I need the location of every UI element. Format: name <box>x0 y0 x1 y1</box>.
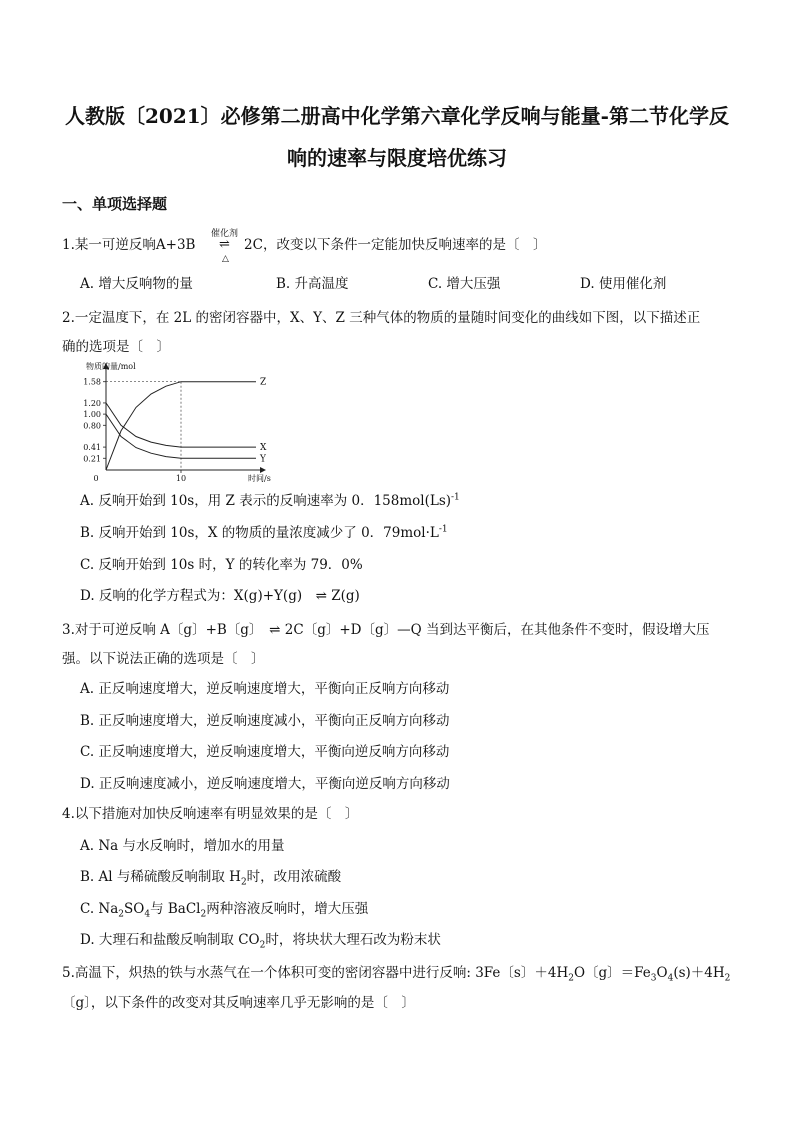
x-tick-label: 0 <box>93 474 99 483</box>
q4-option-c <box>80 900 368 918</box>
q4-option-c-subscript-1: 2 <box>118 909 125 920</box>
q1-option-d: D. 使用催化剂 <box>580 276 667 292</box>
y-tick-label: 0.80 <box>83 421 101 431</box>
q5-stem-text-4: (s)＋4H <box>673 965 725 981</box>
q2-option-a-text: A. 反响开始到 10s，用 Z 表示的反响速率为 0．158mol(Ls) <box>80 493 452 509</box>
q5-stem-text-2: O〔g〕＝Fe <box>573 965 651 981</box>
y-tick-label: 0.41 <box>83 443 101 453</box>
q1-equilibrium-arrows: ⇌ <box>219 237 230 252</box>
y-tick-label: 0.21 <box>83 454 101 464</box>
q2-option-a-superscript: -1 <box>451 492 460 503</box>
q5-stem-text-1: 5.高温下，炽热的铁与水蒸气在一个体积可变的密闭容器中进行反响: 3Fe〔s〕＋4H <box>62 965 569 981</box>
q5-subscript-4: 2 <box>724 973 731 984</box>
q1-option-b: B. 升高温度 <box>276 276 349 292</box>
question-1-stem <box>62 236 546 254</box>
q4-option-c-subscript-3: 2 <box>200 909 207 920</box>
question-4-stem: 4.以下措施对加快反响速率有明显效果的是〔 〕 <box>62 806 359 822</box>
q4-option-d-subscript: 2 <box>259 940 266 951</box>
q3-option-c: C. 正反响速度增大，逆反响速度增大，平衡向逆反响方向移动 <box>80 744 450 760</box>
q3-option-d: D. 正反响速度减小，逆反响速度增大，平衡向逆反响方向移动 <box>80 776 450 792</box>
moles-vs-time-chart <box>72 360 272 485</box>
q3-option-a: A. 正反响速度增大，逆反响速度增大，平衡向正反响方向移动 <box>80 681 450 697</box>
x-axis-arrow-icon <box>260 467 266 473</box>
q4-option-c-text-3: 与 BaCl <box>150 901 201 917</box>
q4-option-b-text-1: B. Al 与稀硫酸反响制取 H <box>80 869 241 885</box>
q5-stem-text-3: O <box>656 965 668 981</box>
question-2-stem-line-2: 确的选项是〔 〕 <box>62 339 170 355</box>
q4-option-b-subscript: 2 <box>240 877 247 888</box>
q4-option-d <box>80 931 441 949</box>
question-5-stem-line-1 <box>62 964 730 982</box>
y-tick-label: 1.58 <box>83 377 101 387</box>
q4-option-c-text-2: SO <box>124 901 145 917</box>
q4-option-a: A. Na 与水反响时，增加水的用量 <box>80 838 285 854</box>
q4-option-c-text-1: C. Na <box>80 901 119 917</box>
chart-axes <box>103 363 266 473</box>
question-3-stem-line-2: 强。以下说法正确的选项是〔 〕 <box>62 651 265 667</box>
question-5-stem-line-2: 〔g〕，以下条件的改变对其反响速率几乎无影响的是〔 〕 <box>62 995 415 1011</box>
q2-option-a <box>80 492 460 510</box>
q4-option-d-text-1: D. 大理石和盐酸反响制取 CO <box>80 932 260 948</box>
question-2-stem-line-1: 2.一定温度下，在 2L 的密闭容器中，X、Y、Z 三种气体的物质的量随时间变化的曲线如下图，以下描述正 <box>62 310 701 326</box>
q4-option-b-text-2: 时，改用浓硫酸 <box>246 869 342 885</box>
series-label-y: Y <box>260 454 266 465</box>
series-label-z: Z <box>260 377 267 388</box>
q2-option-c: C. 反响开始到 10s 时，Y 的转化率为 79．0% <box>80 557 363 573</box>
q2-option-d: D. 反响的化学方程式为：X(g)+Y(g) ⇌ Z(g) <box>80 588 360 604</box>
series-label-x: X <box>260 443 267 454</box>
x-axis-label: 时间/s <box>248 474 271 483</box>
series-line-x <box>106 403 256 447</box>
q1-option-c: C. 增大压强 <box>428 276 501 292</box>
y-tick-label: 1.00 <box>83 410 101 420</box>
q1-catalyst-label: 催化剂 <box>211 229 239 239</box>
page-title-line-1: 人教版〔2021〕必修第二册高中化学第六章化学反响与能量-第二节化学反 <box>65 104 729 128</box>
q2-option-b-text: B. 反响开始到 10s，X 的物质的量浓度减少了 0．79mol·L <box>80 525 439 541</box>
q1-option-a: A. 增大反响物的量 <box>80 276 193 292</box>
q4-option-b <box>80 868 341 886</box>
q1-heat-symbol: △ <box>222 254 229 264</box>
q3-option-b: B. 正反响速度增大，逆反响速度减小，平衡向正反响方向移动 <box>80 713 450 729</box>
x-tick-label: 10 <box>175 474 187 483</box>
q4-option-c-text-4: 两种溶液反响时，增大压强 <box>206 901 369 917</box>
q4-option-d-text-2: 时，将块状大理石改为粉末状 <box>265 932 441 948</box>
q5-subscript-2: 3 <box>650 973 657 984</box>
q5-subscript-3: 4 <box>667 973 674 984</box>
y-axis-label: 物质的量/mol <box>86 362 136 371</box>
q1-stem-part-a: 1.某一可逆反响A+3B <box>62 237 196 253</box>
y-tick-label: 1.20 <box>83 398 101 408</box>
q1-stem-part-b: 2C，改变以下条件一定能加快反响速率的是〔 〕 <box>244 237 547 253</box>
page-title-line-2: 响的速率与限度培优练习 <box>287 146 507 170</box>
q2-option-b <box>80 524 448 542</box>
question-3-stem-line-1: 3.对于可逆反响 A〔g〕+B〔g〕 ⇌ 2C〔g〕+D〔g〕—Q 当到达平衡后，在其他条件不变时，假设增大压 <box>62 622 710 638</box>
section-heading: 一、单项选择题 <box>62 195 168 213</box>
q4-option-c-subscript-2: 4 <box>144 909 151 920</box>
q2-option-b-superscript: -1 <box>438 524 448 535</box>
q5-subscript-1: 2 <box>568 973 574 984</box>
